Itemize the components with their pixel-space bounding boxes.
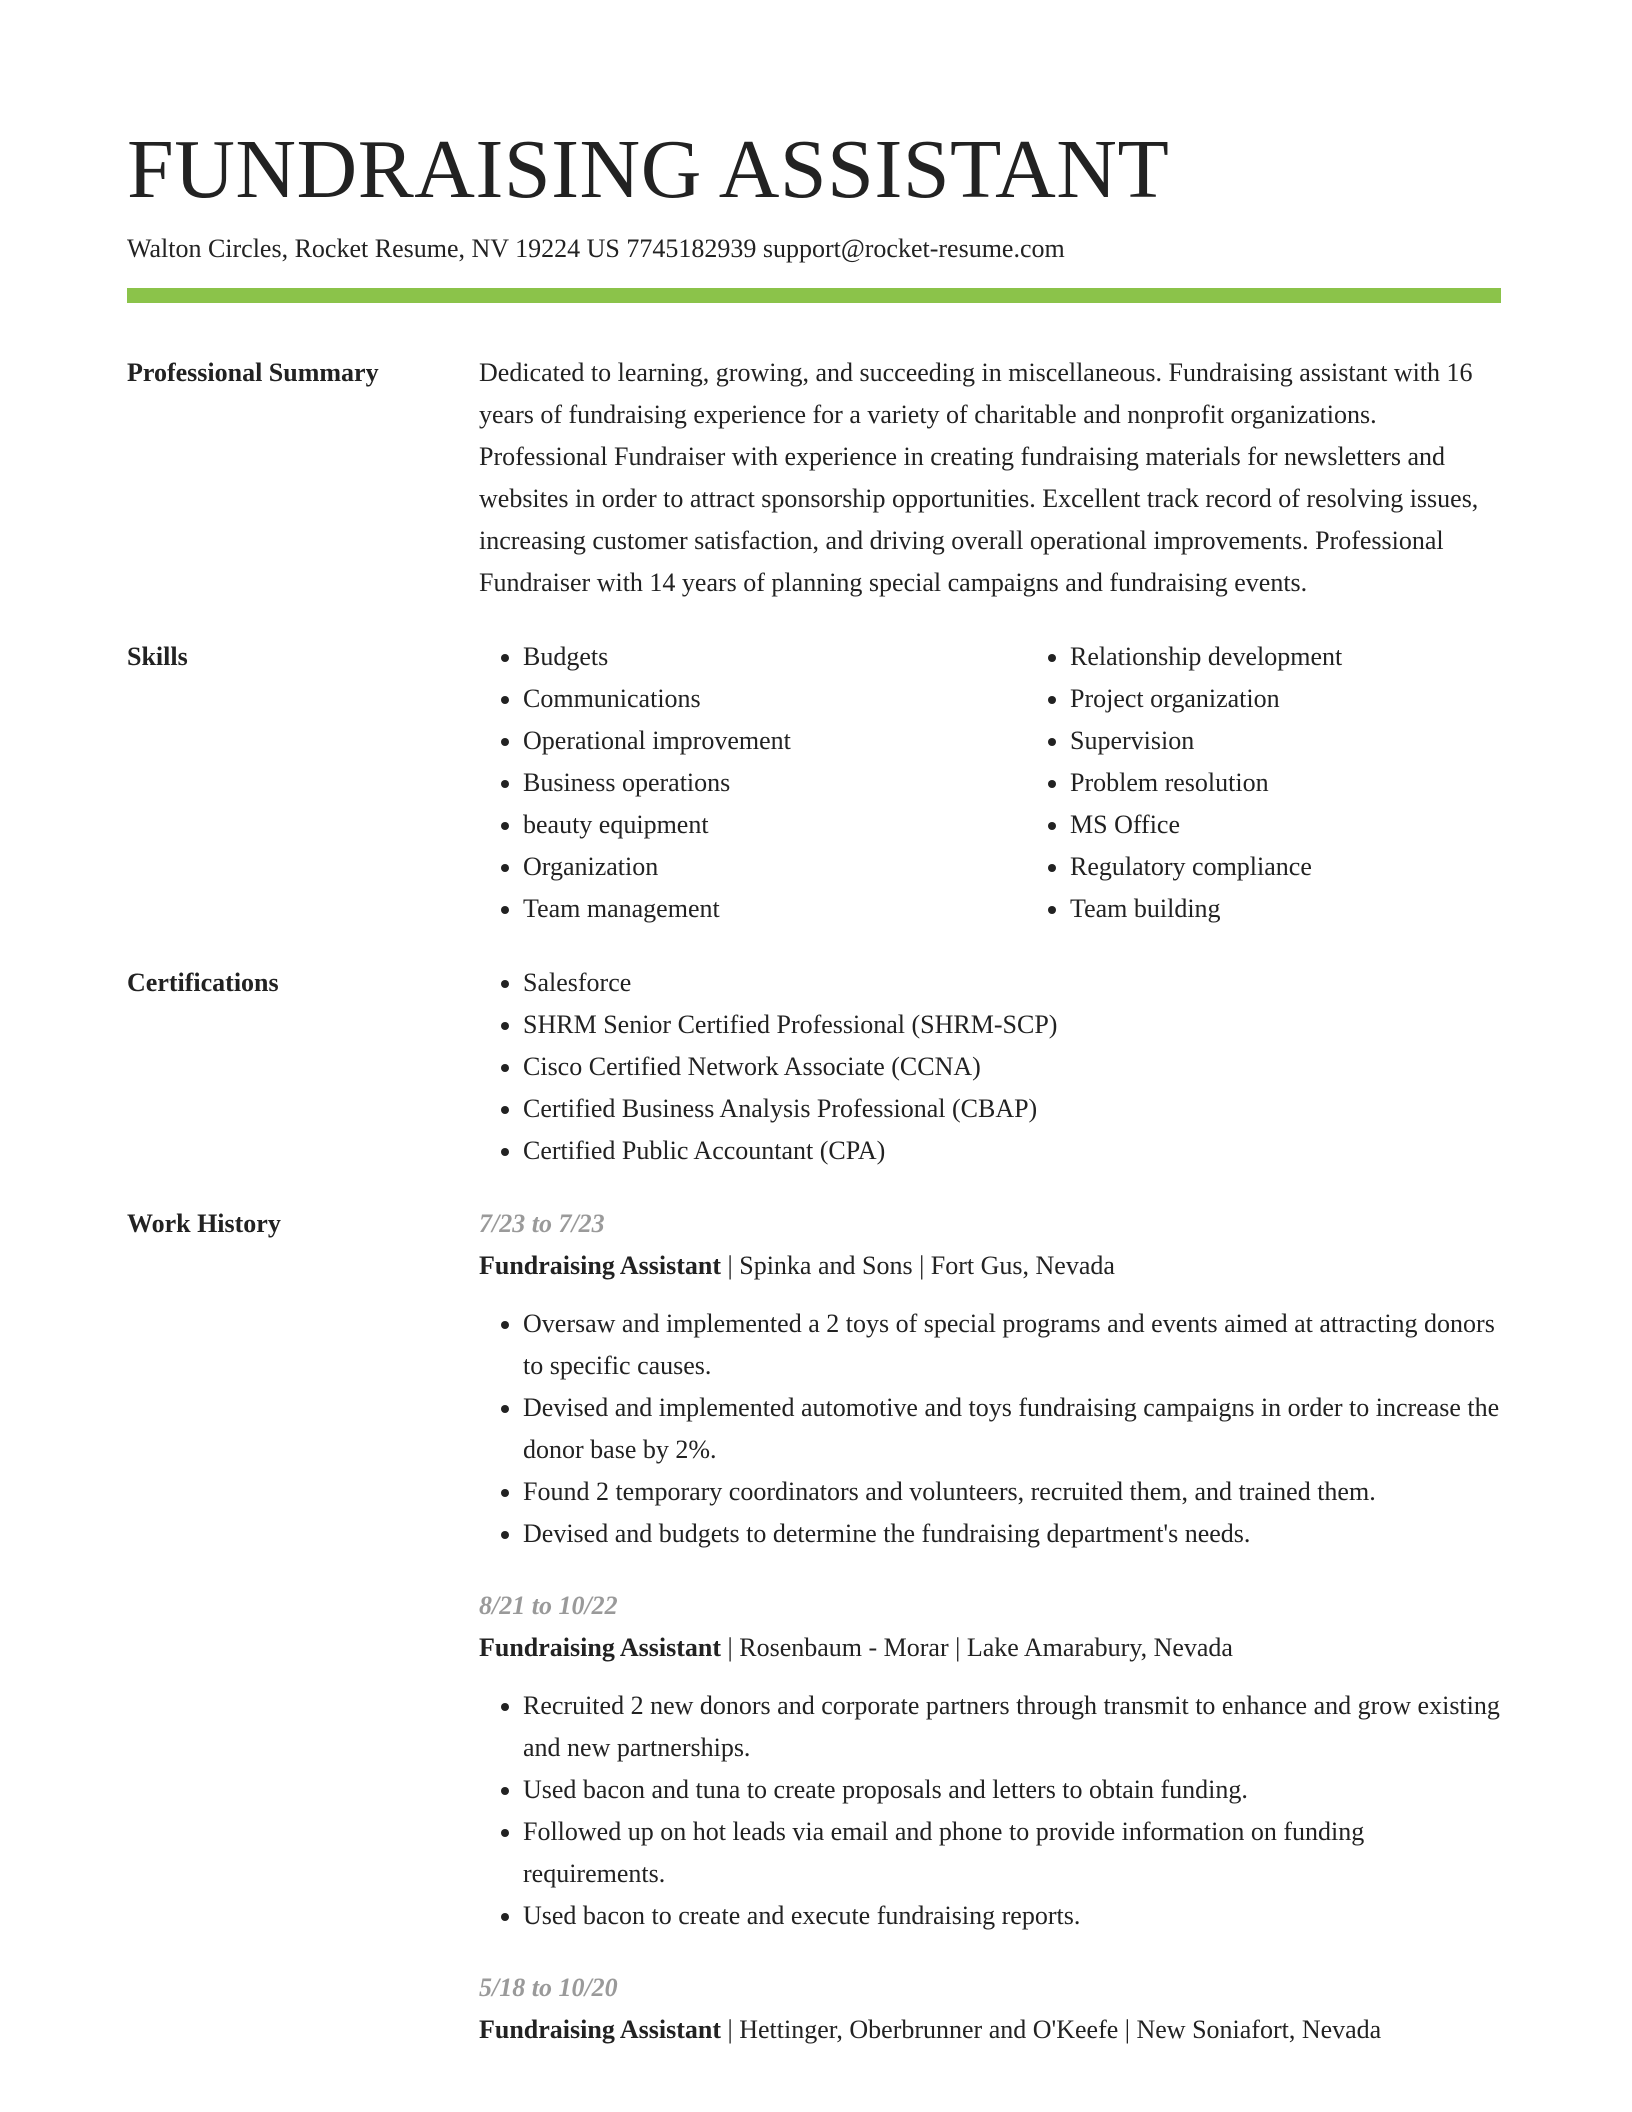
job-dates: 5/18 to 10/20 [479, 1973, 618, 2002]
skills-columns [479, 636, 1573, 930]
contact-line: Walton Circles, Rocket Resume, NV 19224 US 7745182939 support@rocket-resume.com [127, 234, 1065, 263]
section-label: Work History [127, 1209, 281, 1238]
job-employer-location: | Hettinger, Oberbrunner and O'Keefe | New Soniafort, Nevada [721, 2015, 1382, 2044]
work-history-body [479, 1203, 1501, 2051]
job-title: Fundraising Assistant [479, 1633, 722, 1662]
job-title: Fundraising Assistant [479, 1251, 722, 1280]
job-entry [479, 1585, 1501, 1937]
resume-page [127, 120, 1501, 2051]
job-bullet: • Used bacon to create and execute fundraising reports. [523, 1895, 1501, 1937]
job-heading [479, 2009, 1501, 2051]
job-bullet: • Used bacon and tuna to create proposals and letters to obtain funding. [523, 1769, 1501, 1811]
job-dates: 8/21 to 10/22 [479, 1591, 618, 1620]
job-bullet: • Devised and budgets to determine the fundraising department's needs. [523, 1513, 1501, 1555]
job-employer-location: | Rosenbaum - Morar | Lake Amarabury, Nevada [721, 1633, 1233, 1662]
certification-item: • Cisco Certified Network Associate (CCNA) [523, 1046, 1501, 1088]
skill-item: • Project organization [1070, 678, 1573, 720]
job-bullet: • Devised and implemented automotive and toys fundraising campaigns in order to increase the donor base by 2%. [523, 1387, 1501, 1471]
skill-item: • Business operations [523, 762, 1026, 804]
skills-section [127, 636, 1501, 930]
certifications-list [479, 962, 1501, 1172]
job-title: Fundraising Assistant [479, 2015, 722, 2044]
skill-item: • Team building [1070, 888, 1573, 930]
skills-list-right [1026, 636, 1573, 930]
section-label: Professional Summary [127, 358, 379, 387]
summary-text: Dedicated to learning, growing, and succeeding in miscellaneous. Fundraising assistant with 16 years of fundraising experience for a variety of charitable and nonprofit organizations. Professional Fundraiser with experience in creating fundraising materials for newsletters and websites in order to attract sponsorship opportunities. Excellent track record of resolving issues, increasing customer satisfaction, and driving overall operational improvements. Professional Fundraiser with 14 years of planning special campaigns and fundraising events. [479, 358, 1479, 597]
header-divider [127, 288, 1501, 303]
section-label: Skills [127, 642, 188, 671]
job-bullet: • Followed up on hot leads via email and phone to provide information on funding requirements. [523, 1811, 1501, 1895]
job-bullet: • Recruited 2 new donors and corporate partners through transmit to enhance and grow existing and new partnerships. [523, 1685, 1501, 1769]
certifications-body [479, 962, 1501, 1172]
skill-item: • MS Office [1070, 804, 1573, 846]
certifications-section [127, 962, 1501, 1172]
job-heading [479, 1627, 1501, 1669]
job-bullets [479, 1303, 1501, 1555]
job-dates: 7/23 to 7/23 [479, 1209, 605, 1238]
job-entry [479, 1967, 1501, 2051]
section-label: Certifications [127, 968, 279, 997]
skill-item: • beauty equipment [523, 804, 1026, 846]
job-heading [479, 1245, 1501, 1287]
skill-item: • Organization [523, 846, 1026, 888]
work-history-section [127, 1203, 1501, 2051]
certification-item: • Certified Public Accountant (CPA) [523, 1130, 1501, 1172]
certification-item: • SHRM Senior Certified Professional (SHRM-SCP) [523, 1004, 1501, 1046]
skills-list-left [479, 636, 1026, 930]
certification-item: • Salesforce [523, 962, 1501, 1004]
skill-item: • Regulatory compliance [1070, 846, 1573, 888]
job-bullet: • Oversaw and implemented a 2 toys of special programs and events aimed at attracting donors to specific causes. [523, 1303, 1501, 1387]
job-bullet: • Found 2 temporary coordinators and volunteers, recruited them, and trained them. [523, 1471, 1501, 1513]
skill-item: • Supervision [1070, 720, 1573, 762]
skill-item: • Budgets [523, 636, 1026, 678]
skill-item: • Team management [523, 888, 1026, 930]
resume-title: FUNDRAISING ASSISTANT [127, 123, 1170, 216]
skill-item: • Communications [523, 678, 1026, 720]
job-entry [479, 1203, 1501, 1555]
job-bullets [479, 1685, 1501, 1937]
job-employer-location: | Spinka and Sons | Fort Gus, Nevada [721, 1251, 1115, 1280]
skill-item: • Relationship development [1070, 636, 1573, 678]
professional-summary-section [127, 352, 1501, 604]
skill-item: • Problem resolution [1070, 762, 1573, 804]
skill-item: • Operational improvement [523, 720, 1026, 762]
certification-item: • Certified Business Analysis Professional (CBAP) [523, 1088, 1501, 1130]
